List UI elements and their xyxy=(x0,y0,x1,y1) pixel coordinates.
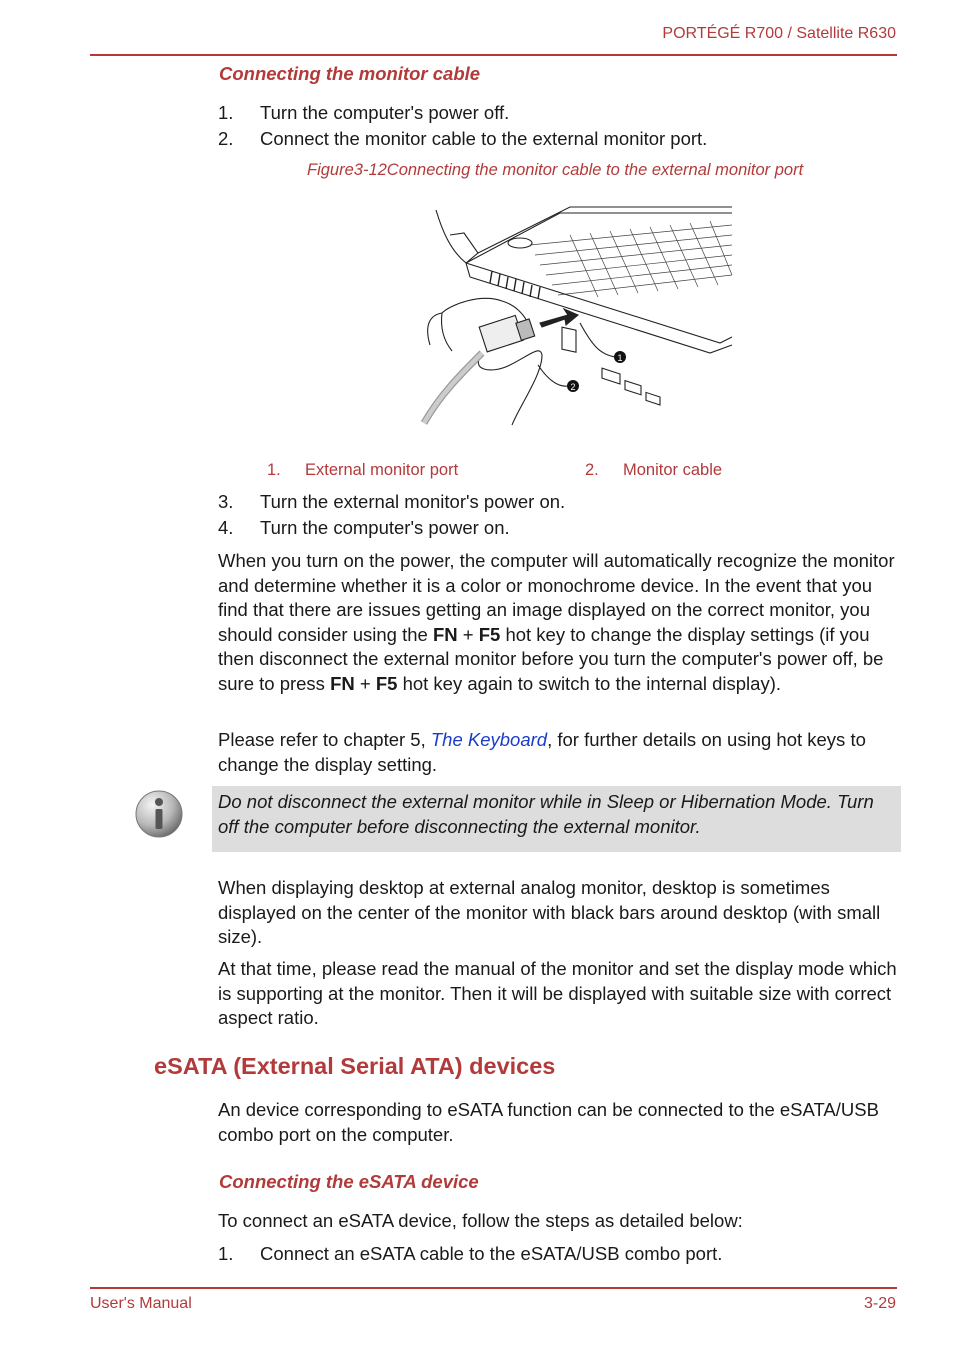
text-run: , for further details on using hot keys to change the display setting. xyxy=(218,729,866,775)
footer-rule xyxy=(90,1287,897,1289)
section-title-esata: eSATA (External Serial ATA) devices xyxy=(154,1053,556,1079)
key-name: F5 xyxy=(478,623,501,645)
page-number: 3-29 xyxy=(863,1295,896,1312)
step-number: 1. xyxy=(218,102,234,123)
legend-text: External monitor port xyxy=(305,461,459,479)
legend-number: 2. xyxy=(585,461,599,479)
list-item xyxy=(218,490,898,514)
paragraph-auto-detect xyxy=(218,549,900,696)
list-item xyxy=(218,1242,898,1266)
text-run: Please refer to chapter 5, xyxy=(218,729,431,750)
key-name: FN xyxy=(330,672,355,694)
step-number: 3. xyxy=(218,491,234,512)
key-name: FN xyxy=(432,623,458,645)
text-run: When displaying desktop at external analog monitor, desktop is sometimes displayed on the center of the monitor with black bars around desktop (with small size). xyxy=(218,877,881,947)
paragraph-esata-intro xyxy=(218,1209,900,1234)
step-text: Connect the monitor cable to the external monitor port. xyxy=(260,128,708,149)
step-number: 1. xyxy=(218,1243,234,1264)
step-text: Turn the computer's power off. xyxy=(260,102,510,123)
link-the-keyboard[interactable]: The Keyboard xyxy=(430,729,548,750)
step-text: Connect an eSATA cable to the eSATA/USB combo port. xyxy=(260,1243,723,1264)
text-run: To connect an eSATA device, follow the steps as detailed below: xyxy=(218,1210,743,1231)
list-item xyxy=(218,127,898,151)
paragraph-esata xyxy=(218,1098,900,1147)
paragraph-refer xyxy=(218,728,900,777)
legend-text: Monitor cable xyxy=(623,461,723,479)
text-run: + xyxy=(354,672,376,694)
text-run: hot key again to switch to the internal display). xyxy=(397,672,782,694)
subheading-esata-device: Connecting the eSATA device xyxy=(219,1171,479,1192)
footer-manual-title: User's Manual xyxy=(90,1295,192,1312)
paragraph-aspect-ratio xyxy=(218,957,900,1031)
key-name: F5 xyxy=(375,672,398,694)
step-text: Turn the external monitor's power on. xyxy=(260,491,566,512)
callout-number: 1 xyxy=(617,353,623,363)
callout-number: 2 xyxy=(570,382,576,392)
list-item xyxy=(218,101,898,125)
step-number: 4. xyxy=(218,517,234,538)
step-number: 2. xyxy=(218,128,234,149)
running-header: PORTÉGÉ R700 / Satellite R630 xyxy=(662,25,896,42)
list-item xyxy=(218,516,898,540)
monitor-cable-illustration xyxy=(420,205,735,430)
subheading-monitor-cable: Connecting the monitor cable xyxy=(219,63,481,84)
text-run: hot key to change the display settings (if you then disconnect the external monitor before you turn the computer's power off, be sure to press xyxy=(218,623,884,694)
paragraph-black-bars xyxy=(218,876,900,950)
note-text: Do not disconnect the external monitor while in Sleep or Hibernation Mode. Turn off the computer before disconnecting the external monitor. xyxy=(218,791,874,837)
info-note-icon xyxy=(134,789,186,839)
text-run: + xyxy=(457,623,479,645)
text-run: An device corresponding to eSATA function can be connected to the eSATA/USB combo port on the computer. xyxy=(218,1099,879,1145)
text-run: When you turn on the power, the computer will automatically recognize the monitor and determine whether it is a color or monochrome device. In the event that you find that there are issues getting an image displayed on the correct monitor, you should consider using the xyxy=(218,550,895,645)
header-rule xyxy=(90,54,897,56)
step-text: Turn the computer's power on. xyxy=(260,517,510,538)
legend-number: 1. xyxy=(267,461,281,479)
text-run: At that time, please read the manual of the monitor and set the display mode which is supporting at the monitor. Then it will be displayed with suitable size with correct aspect ratio. xyxy=(218,958,897,1028)
figure-caption: Figure3-12Connecting the monitor cable to the external monitor port xyxy=(307,161,804,179)
